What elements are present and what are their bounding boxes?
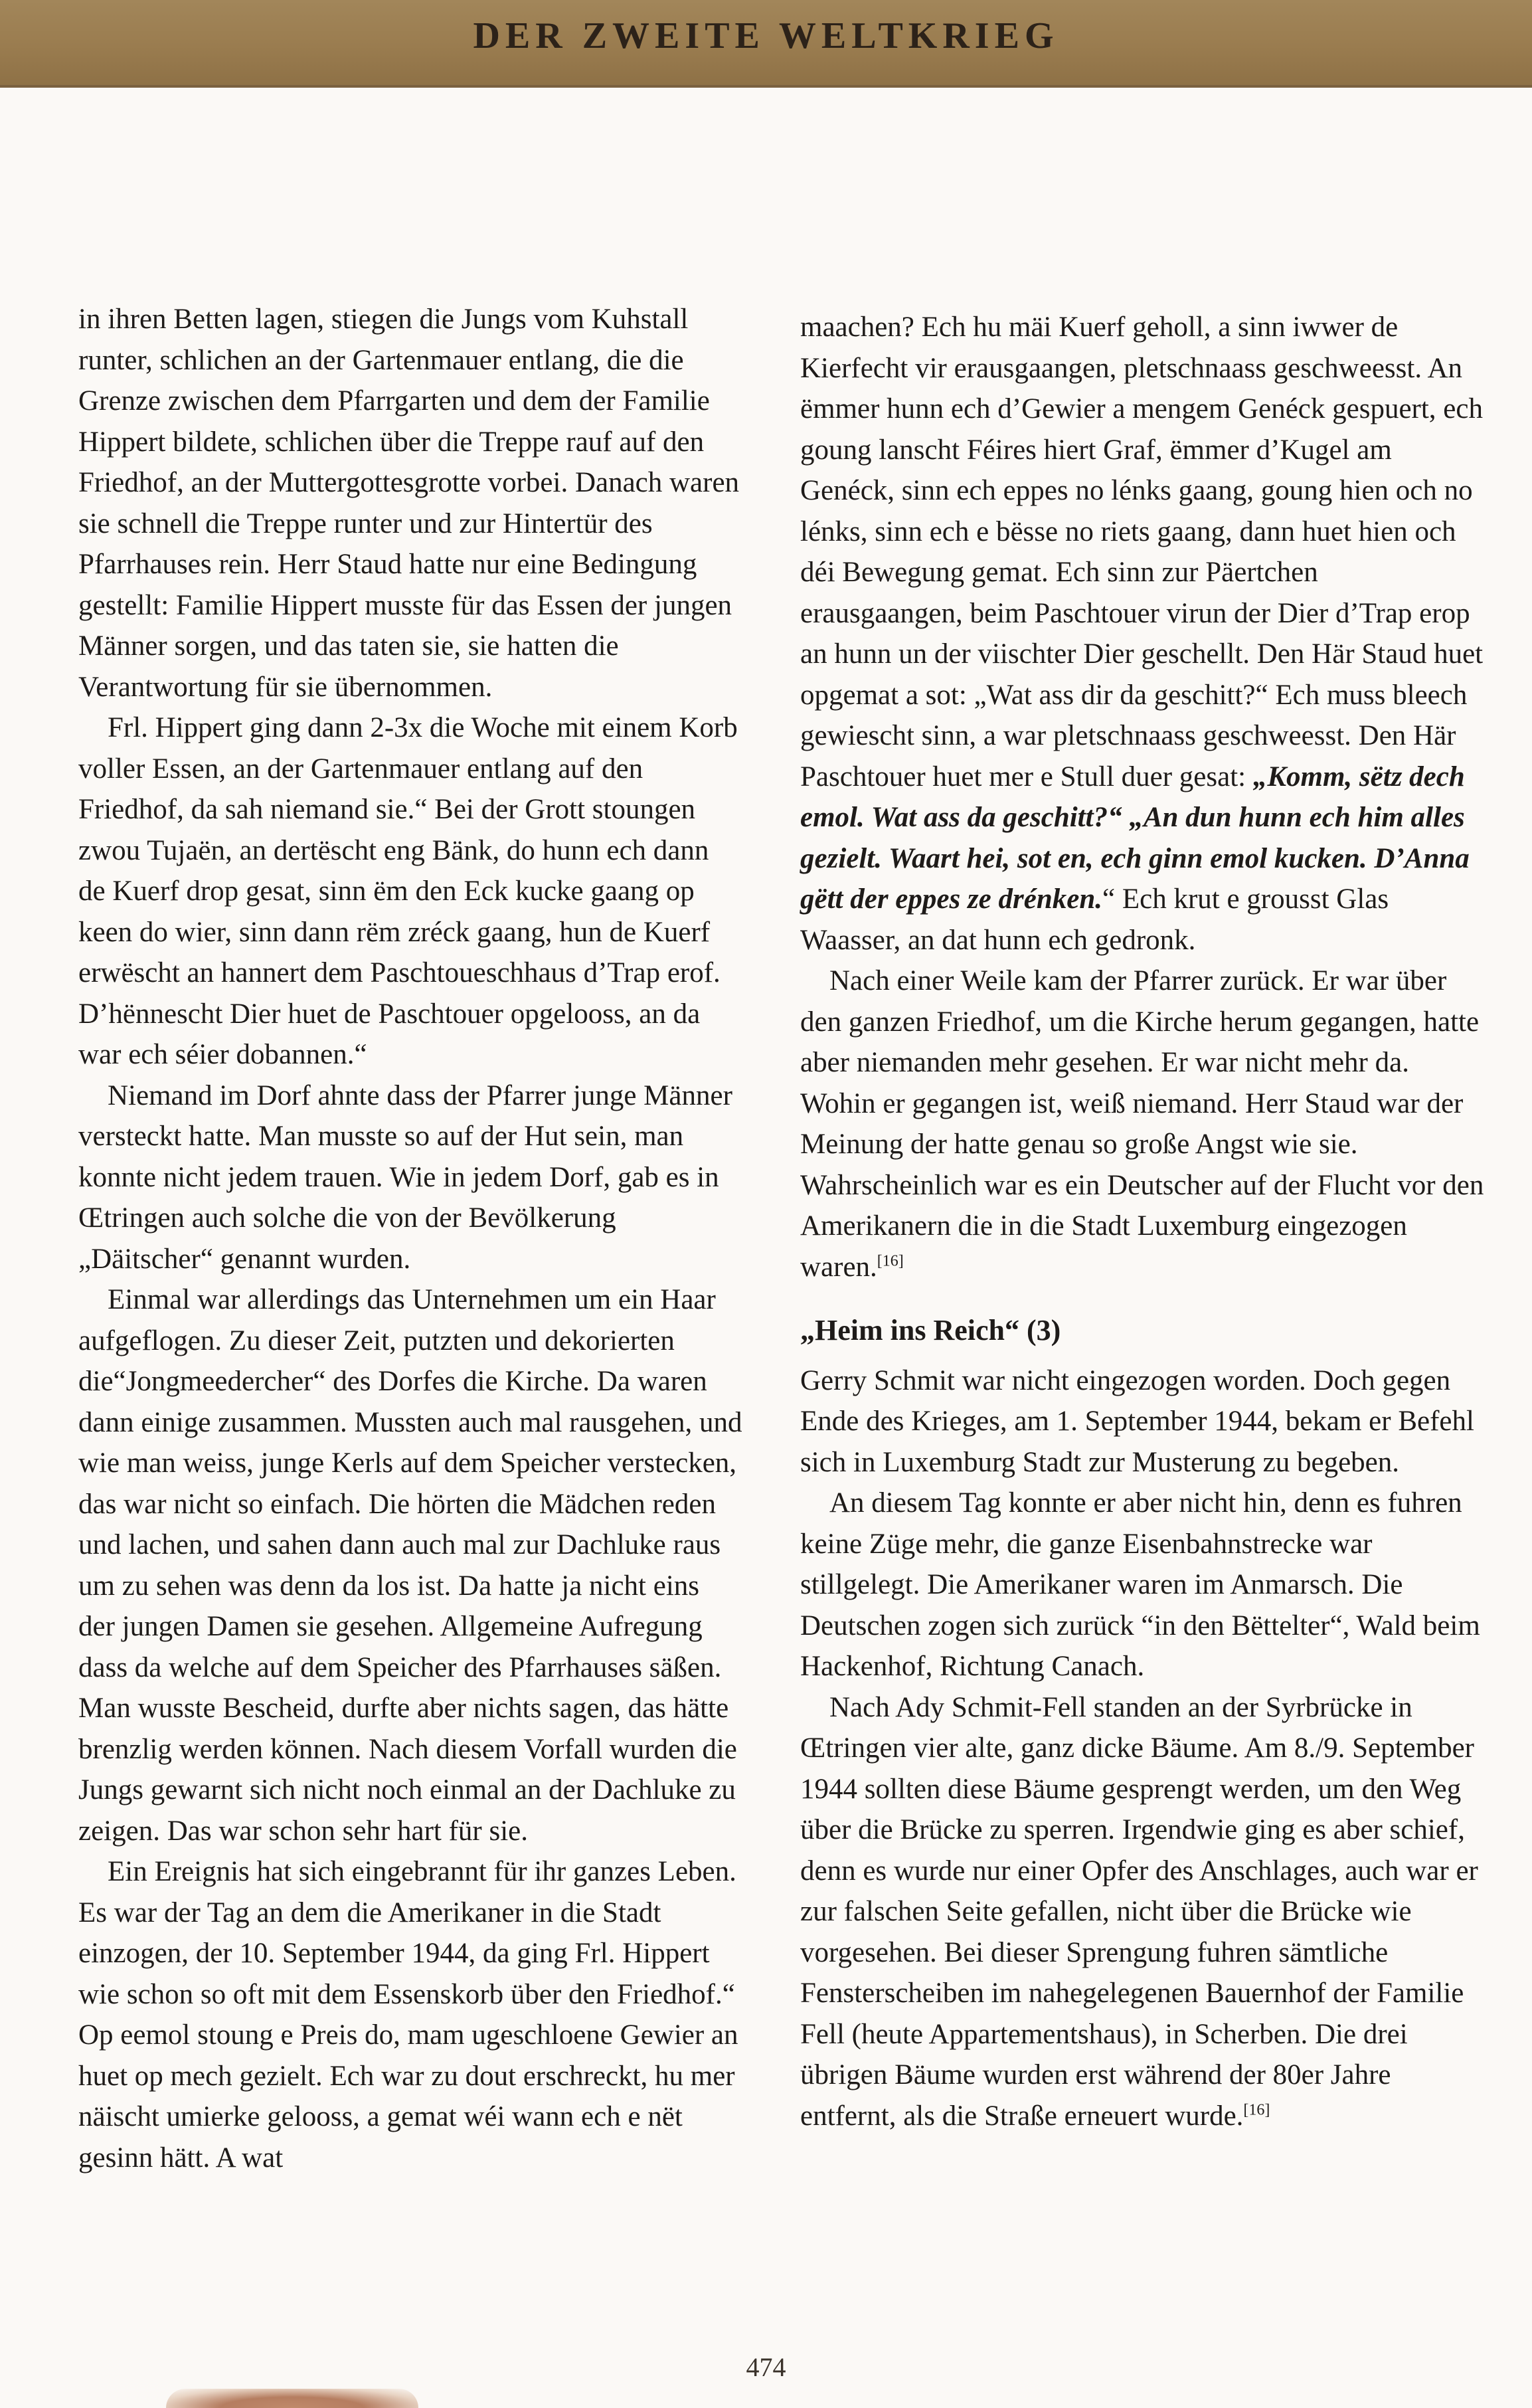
right-column xyxy=(800,307,1484,2136)
right-paragraph-1-end: “ Ech krut e grousst Glas Waasser, an dat hunn ech gedronk. xyxy=(800,883,1389,956)
right-paragraph-4: An diesem Tag konnte er aber nicht hin, denn es fuhren keine Züge mehr, die ganze Eisenbahnstrecke war stillgelegt. Die Amerikaner waren im Anmarsch. Die Deutschen zogen sich zurück “in den Bëttelter“, Wald beim Hackenhof, Richtung Canach. xyxy=(800,1487,1480,1682)
right-paragraph-1-start: maachen? Ech hu mäi Kuerf geholl, a sinn iwwer de Kierfecht vir erausgaangen, pletschnaass geschweesst. An ëmmer hunn ech d’Gewier a mengem Genéck gespuert, ech goung lanscht Féires hiert Graf, ëmmer d’Kugel am Genéck, sinn ech eppes no lénks gaang, goung hien och no lénks, sinn ech e bësse no riets gaang, dann huet hien och déi Bewegung gemat. Ech sinn zur Päertchen erausgaangen, beim Paschtouer virun der Dier d’Trap erop an hunn un der viischter Dier geschellt. Den Här Staud huet opgemat a sot: „Wat ass dir da geschitt?“ Ech muss bleech gewiescht sinn, a war pletschnaass geschweesst. Den Här Paschtouer huet mer e Stull duer gesat: xyxy=(800,312,1484,792)
footnote-ref-16b: [16] xyxy=(1243,2101,1270,2119)
chapter-title: DER ZWEITE WELTKRIEG xyxy=(473,15,1059,56)
right-paragraph-3: Gerry Schmit war nicht eingezogen worden. Doch gegen Ende des Krieges, am 1. September 1944, bekam er Befehl sich in Luxemburg Stadt zur Musterung zu begeben. xyxy=(800,1364,1474,1478)
right-paragraph-5 xyxy=(800,1687,1484,2137)
right-paragraph-5-text: Nach Ady Schmit-Fell standen an der Syrbrücke in Œtringen vier alte, ganz dicke Bäume. Am 8./9. September 1944 sollten diese Bäume gesprengt werden, um den Weg über die Brücke zu sperren. Irgendwie ging es aber schief, denn es wurde nur einer Opfer des Anschlages, auch war er zur falschen Seite gefallen, nicht über die Brücke wie vorgesehen. Bei dieser Sprengung fuhren sämtliche Fensterscheiben im nahegelegenen Bauernhof der Familie Fell (heute Appartementshaus), in Scherben. Die drei übrigen Bäume wurden erst während der 80er Jahre entfernt, als die Straße erneuert wurde. xyxy=(800,1691,1478,2132)
left-paragraph-4: Einmal war allerdings das Unternehmen um ein Haar aufgeflogen. Zu dieser Zeit, putzten und dekorierten die“Jongmeedercher“ des Dorfes die Kirche. Da waren dann einige zusammen. Mussten auch mal rausgehen, und wie man weiss, junge Kerls auf dem Speicher verstecken, das war nicht so einfach. Die hörten die Mädchen reden und lachen, und sahen dann auch mal zur Dachluke raus um zu sehen was denn da los ist. Da hatte ja nicht eins der jungen Damen sie gesehen. Allgemeine Aufregung dass da welche auf dem Speicher des Pfarrhauses säßen. Man wusste Bescheid, durfte aber nichts sagen, das hätte brenzlig werden können. Nach diesem Vorfall wurden die Jungs gewarnt sich nicht noch einmal an der Dachluke zu zeigen. Das war schon sehr hart für sie. xyxy=(78,1284,742,1847)
quote-emphasis-2: „An dun hunn ech him alles gezielt. Waart hei, sot en, ech ginn emol kucken. D’Anna gëtt der eppes ze drénken. xyxy=(800,802,1470,915)
left-paragraph-5: Ein Ereignis hat sich eingebrannt für ihr ganzes Leben. Es war der Tag an dem die Amerikaner in die Stadt einzogen, der 10. September 1944, da ging Frl. Hippert wie schon so oft mit dem Essenskorb über den Friedhof.“ Op eemol stoung e Preis do, mam ugeschloene Gewier an huet op mech gezielt. Ech war zu dout erschreckt, hu mer näischt umierke gelooss, a gemat wéi wann ech e nët gesinn hätt. A wat xyxy=(78,1856,738,2174)
left-paragraph-2: Frl. Hippert ging dann 2-3x die Woche mit einem Korb voller Essen, an der Gartenmauer entlang auf den Friedhof, da sah niemand sie.“ Bei der Grott stoungen zwou Tujaën, an dertëscht eng Bänk, do hunn ech dann de Kuerf drop gesat, sinn ëm den Eck kucke gaang op keen do wier, sinn dann rëm zréck gaang, hun de Kuerf erwëscht an hannert dem Paschtoueschhaus d’Trap erof. D’hënnescht Dier huet de Paschtouer opgelooss, an da war ech séier dobannen.“ xyxy=(78,712,738,1070)
left-column xyxy=(78,299,742,2178)
quote-emphasis-1: „Komm, sëtz dech emol. Wat ass da geschitt?“ xyxy=(800,761,1465,833)
right-paragraph-1 xyxy=(800,307,1484,961)
right-paragraph-2-text: Nach einer Weile kam der Pfarrer zurück. Er war über den ganzen Friedhof, um die Kirche herum gegangen, hatte aber niemanden mehr gesehen. Er war nicht mehr da. Wohin er gegangen ist, weiß niemand. Herr Staud war der Meinung der hatte genau so große Angst wie sie. Wahrscheinlich war es ein Deutscher auf der Flucht vor den Amerikanern die in die Stadt Luxemburg eingezogen waren. xyxy=(800,965,1484,1283)
page-number: 474 xyxy=(746,2352,786,2382)
bottom-decoration xyxy=(166,2389,418,2408)
quote-spacer xyxy=(1122,802,1130,833)
right-paragraph-2 xyxy=(800,961,1484,1287)
left-paragraph-3: Niemand im Dorf ahnte dass der Pfarrer junge Männer versteckt hatte. Man musste so auf der Hut sein, man konnte nicht jedem trauen. Wie in jedem Dorf, gab es in Œtringen auch solche die von der Bevölkerung „Däitscher“ genannt wurden. xyxy=(78,1079,732,1275)
footnote-ref-16a: [16] xyxy=(877,1252,904,1270)
section-heading: „Heim ins Reich“ (3) xyxy=(800,1314,1061,1346)
header-bar xyxy=(0,0,1532,88)
left-paragraph-1: in ihren Betten lagen, stiegen die Jungs vom Kuhstall runter, schlichen an der Gartenmauer entlang, die die Grenze zwischen dem Pfarrgarten und dem der Familie Hippert bildete, schlichen über die Treppe rauf auf den Friedhof, an der Muttergottesgrotte vorbei. Danach waren sie schnell die Treppe runter und zur Hintertür des Pfarrhauses rein. Herr Staud hatte nur eine Bedingung gestellt: Familie Hippert musste für das Essen der jungen Männer sorgen, und das taten sie, sie hatten die Verantwortung für sie übernommen. xyxy=(78,304,740,703)
